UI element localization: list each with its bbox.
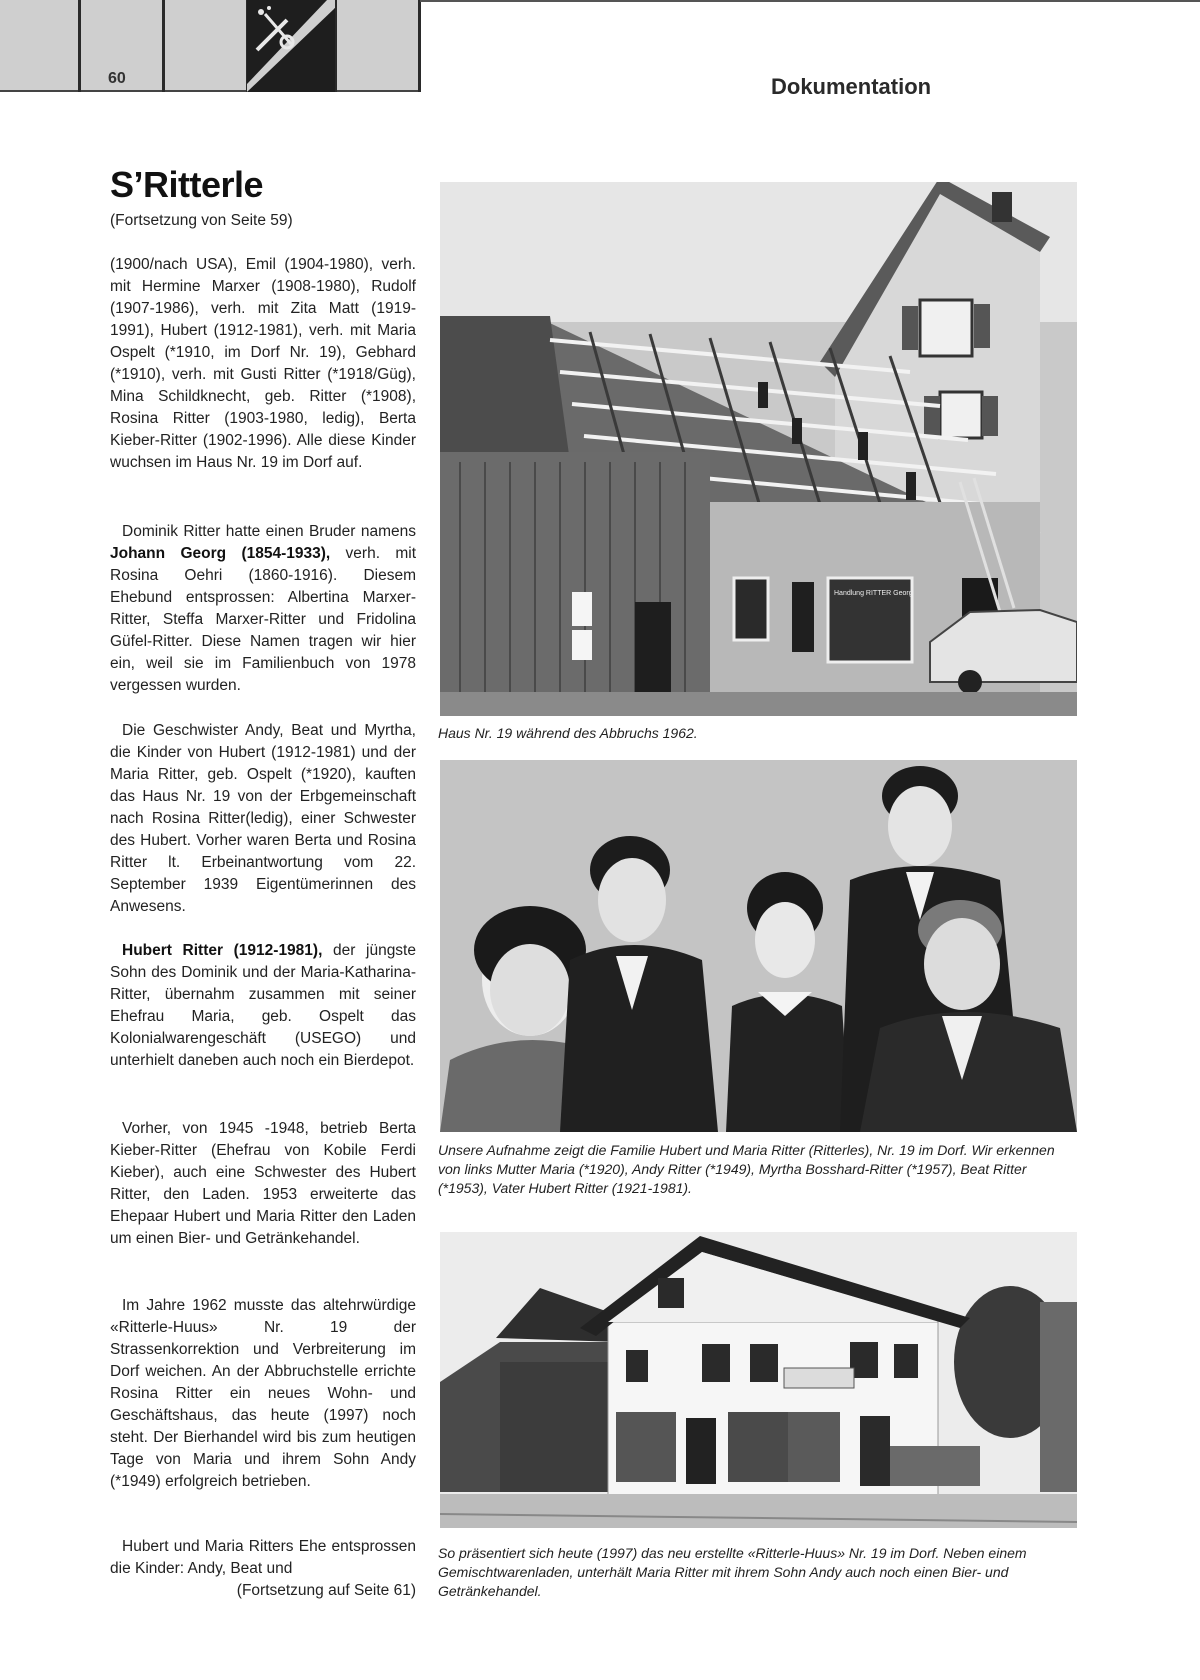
photo-new-house-drawing (440, 1232, 1077, 1528)
paragraph-6 (110, 1295, 416, 1493)
continuation-note: (Fortsetzung auf Seite 61) (236, 1582, 416, 1599)
paragraph-4-text: der jüngste Sohn des Dominik und der Maria-Katharina-Ritter, übernahm zusammen mit seiner Ehefrau Maria, geb. Ospelt das Kolonialwarengeschäft (USEGO) und unterhielt daneben auch noch ein Bierdepot. (110, 942, 416, 1069)
paragraph-2 (110, 521, 416, 697)
paragraph-3 (110, 720, 416, 918)
photo-demolition-drawing (440, 182, 1077, 716)
paragraph-5 (110, 1118, 416, 1250)
shop-sign-text: Handlung RITTER Georg (834, 590, 913, 597)
photo-family-drawing (440, 760, 1077, 1132)
photo-family-caption: Unsere Aufnahme zeigt die Familie Hubert und Maria Ritter (Ritterles), Nr. 19 im Dorf. Wir erkennen von links Mutter Maria (*1920), Andy Ritter (*1949), Myrtha Bosshard-Ritter (*1957), Beat Ritter (*1953), Vater Hubert Ritter (1921-1981). (438, 1142, 1055, 1196)
header-divider (78, 0, 81, 92)
header-divider (418, 0, 421, 92)
photo-new-house (440, 1232, 1077, 1528)
paragraph-2-text-b: verh. mit Rosina Oehri (1860-1916). Diesem Ehebund entsprossen: Albertina Marxer-Ritter, Steffa Marxer-Ritter und Fridolina Güfel-Ritter. Diese Namen tragen wir hier ein, weil sie im Familienbuch von 1978 vergessen wurden. (110, 545, 417, 694)
paragraph-3-text: Die Geschwister Andy, Beat und Myrtha, die Kinder von Hubert (1912-1981) und der Maria Ritter, geb. Ospelt (*1920), kauften das Haus Nr. 19 von der Erbgemeinschaft nach Rosina Ritter(ledig), einer Schwester des Hubert. Vorher waren Berta und Rosina Ritter lt. Erbeinantwortung vom 22. September 1939 Eigentümerinnen des Anwesens. (110, 722, 416, 915)
article-title: S’Ritterle (110, 164, 264, 205)
paragraph-6-text: Im Jahre 1962 musste das altehrwürdige «Ritterle-Huus» Nr. 19 der Strassenkorrektion und Verbreiterung im Dorf weichen. An der Abbruchstelle errichte Rosina Ritter ein neues Wohn- und Geschäftshaus, das heute (1997) noch steht. Der Bierhandel wird bis zum heutigen Tage von Maria und ihrem Sohn Andy (*1949) erfolgreich betrieben. (110, 1297, 416, 1490)
paragraph-5-text: Vorher, von 1945 -1948, betrieb Berta Kieber-Ritter (Ehefrau von Kobile Ferdi Kieber), auch eine Schwester des Hubert Ritter, den Laden. 1953 erweiterte das Ehepaar Hubert und Maria Ritter den Laden um einen Bier- und Getränkehandel. (110, 1120, 416, 1247)
photo-demolition (440, 182, 1077, 716)
section-title: Dokumentation (771, 74, 932, 99)
paragraph-1-text: (1900/nach USA), Emil (1904-1980), verh. mit Hermine Marxer (1908-1980), Rudolf (1907-1986), verh. mit Zita Matt (1919-1991), Hubert (1912-1981), verh. mit Maria Ospelt (*1910, im Dorf Nr. 19), Gebhard (*1910), verh. mit Gusti Ritter (*1918/Güg), Mina Schildknecht, geb. Ritter (*1908), Rosina Ritter (1903-1980, ledig), Berta Kieber-Ritter (1902-1996). Alle diese Kinder wuchsen im Haus Nr. 19 im Dorf auf. (110, 256, 416, 471)
paragraph-4-bold: Hubert Ritter (1912-1981), (122, 942, 323, 959)
crossed-tools-icon (247, 0, 335, 92)
photo-family (440, 760, 1077, 1132)
paragraph-2-bold: Johann Georg (1854-1933), (110, 545, 331, 562)
header-divider (162, 0, 165, 92)
photo-new-house-caption: So präsentiert sich heute (1997) das neu erstellte «Ritterle-Huus» Nr. 19 im Dorf. Neben einem Gemischtwarenladen, unterhält Maria Ritter mit ihrem Sohn Andy auch noch einen Bier- und Getränkehandel. (438, 1545, 1027, 1599)
paragraph-2-text-a: Dominik Ritter hatte einen Bruder namens (122, 523, 416, 540)
paragraph-1 (110, 254, 416, 474)
page-number: 60 (108, 70, 126, 87)
paragraph-4 (110, 940, 416, 1072)
paragraph-7 (110, 1536, 416, 1602)
header-band (0, 0, 420, 92)
paragraph-7-text: Hubert und Maria Ritters Ehe entsprossen die Kinder: Andy, Beat und (110, 1538, 416, 1577)
article-subtitle: (Fortsetzung von Seite 59) (110, 212, 293, 229)
photo-demolition-caption: Haus Nr. 19 während des Abbruchs 1962. (438, 725, 698, 741)
header-rule (420, 0, 1200, 2)
